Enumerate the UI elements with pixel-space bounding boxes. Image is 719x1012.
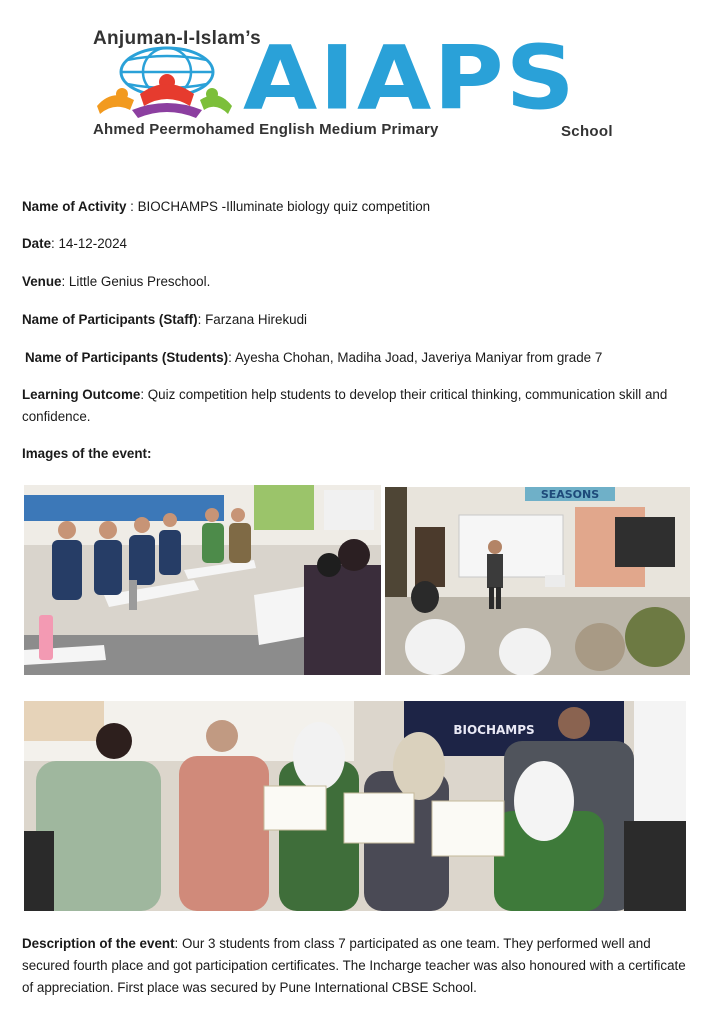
staff-value: Farzana Hirekudi	[205, 312, 308, 327]
date-label: Date	[22, 236, 52, 251]
date-value: 14-12-2024	[58, 236, 127, 251]
seasons-banner-text: SEASONS	[540, 488, 600, 501]
activity-row: Name of Activity : BIOCHAMPS -Illuminate biology quiz competition	[22, 199, 431, 214]
activity-label: Name of Activity	[22, 199, 127, 214]
event-photo-presentation	[385, 487, 690, 675]
venue-row: Venue: Little Genius Preschool.	[22, 274, 211, 289]
students-label: Name of Participants (Students)	[25, 350, 229, 365]
staff-row: Name of Participants (Staff): Farzana Hirekudi	[22, 312, 308, 327]
students-value: Ayesha Chohan, Madiha Joad, Javeriya Maniyar from grade 7	[234, 350, 603, 365]
venue-label: Venue	[22, 274, 62, 289]
outcome-value: Quiz competition help students to develop their critical thinking, communication skill and confidence.	[22, 387, 668, 424]
images-heading-row	[22, 443, 702, 465]
description-label: Description of the event	[22, 936, 175, 951]
staff-label: Name of Participants (Staff)	[22, 312, 198, 327]
org-name: Anjuman-I-Islam’s	[93, 28, 262, 49]
description-row: Description of the event: Our 3 students from class 7 participated as one team. They performed well and secured fourth place and got participation certificates. The Incharge teacher was also honoured with a certificate of appreciation. First place was secured by Pune International CBSE School.	[22, 936, 686, 995]
outcome-label: Learning Outcome	[22, 387, 141, 402]
school-full-name: Ahmed Peermohamed English Medium Primary	[93, 121, 439, 138]
students-row: Name of Participants (Students): Ayesha Chohan, Madiha Joad, Javeriya Maniyar from grade 7	[25, 350, 603, 365]
globe-emblem-icon	[92, 44, 234, 124]
event-photo-certificates	[24, 701, 686, 911]
activity-value: BIOCHAMPS -Illuminate biology quiz competition	[137, 199, 431, 214]
venue-value: Little Genius Preschool.	[68, 274, 211, 289]
date-row: Date: 14-12-2024	[22, 236, 127, 251]
logo-wordmark: AIAPS	[243, 26, 577, 130]
images-heading: Images of the event:	[22, 446, 152, 461]
event-photo-students	[24, 485, 381, 675]
school-word: School	[561, 123, 613, 140]
biochamps-screen-text: BIOCHAMPS	[453, 723, 535, 737]
outcome-row: Learning Outcome: Quiz competition help students to develop their critical thinking, communication skill and confidence.	[22, 387, 668, 424]
description-value: Our 3 students from class 7 participated as one team. They performed well and secured fourth place and got participation certificates. The Incharge teacher was also honoured with a certificate of appreciation. First place was secured by Pune International CBSE School.	[22, 936, 686, 995]
